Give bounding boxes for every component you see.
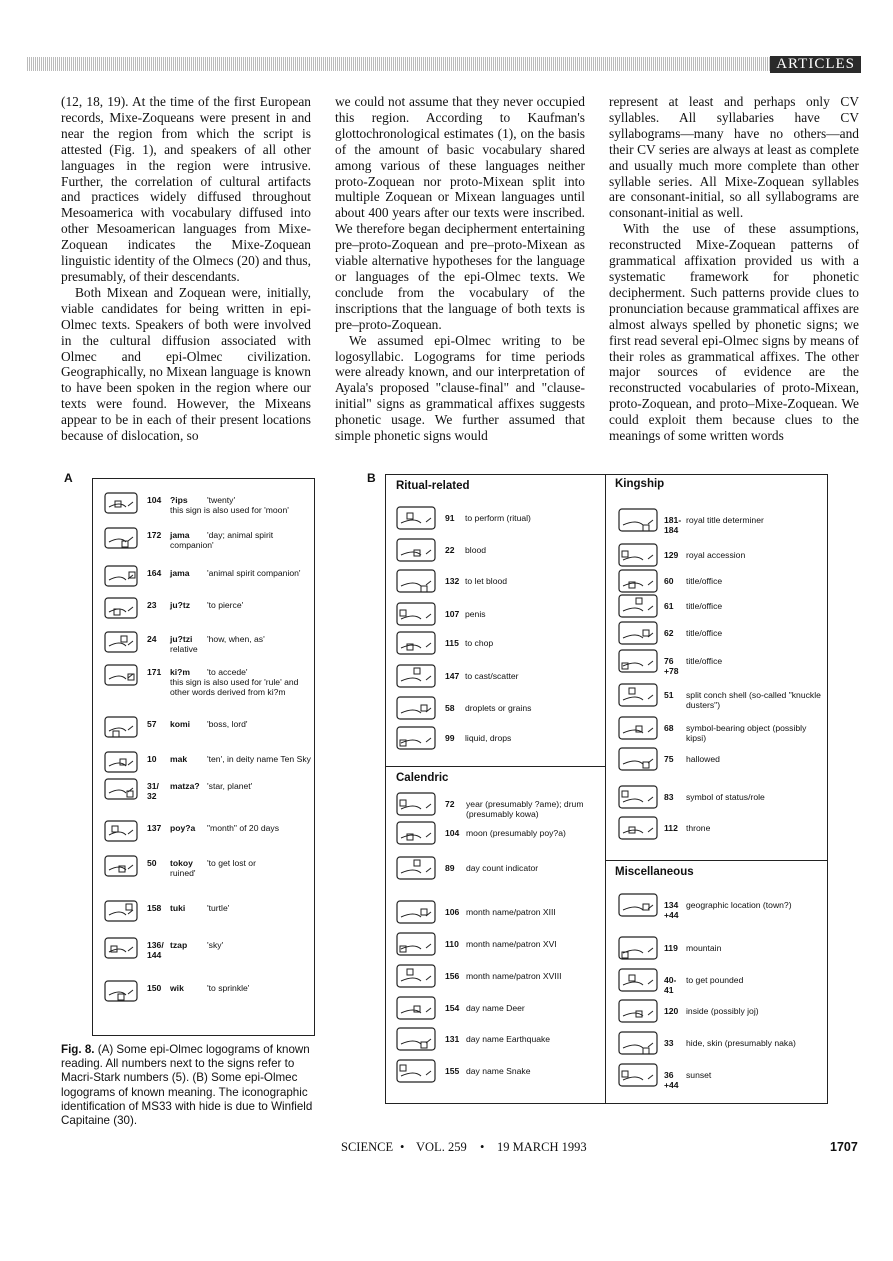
sign-gloss: 'to sprinkle' (207, 983, 250, 993)
glyph-icon (396, 505, 436, 531)
sign-number: 115 (445, 638, 459, 648)
sign-gloss: mountain (686, 943, 722, 953)
sign-reading: wik (170, 983, 184, 993)
kingship-heading: Kingship (615, 478, 665, 490)
glyph-icon (396, 695, 436, 721)
sign-number: 75 (664, 754, 674, 764)
sign-gloss: penis (465, 609, 486, 619)
paragraph: Both Mixean and Zoquean were, initially, viable candidates for being written in epi-Olmec texts. Speakers of both were involved in the cultural diffusion associated with Olmec and epi-Olmec civilization. Geographically, no Mixean language is known to have been spoken in the region where our texts were found. However, the Mixeans appear to be in each of their present locations because of dislocation, so (61, 284, 311, 444)
glyph-icon (396, 725, 436, 751)
glyph-icon (618, 682, 658, 708)
sign-gloss: day name Snake (466, 1066, 531, 1076)
glyph-icon (396, 601, 436, 627)
panel-b-divider (605, 474, 606, 1103)
sign-gloss: 'ten', in deity name Ten Sky (207, 754, 311, 764)
sign-number: 51 (664, 690, 674, 700)
glyph-icon (104, 899, 138, 923)
glyph-icon (396, 855, 436, 881)
sign-gloss: month name/patron XVI (466, 939, 557, 949)
sign-gloss: 'to accede' (207, 667, 248, 677)
sign-number: 23 (147, 600, 157, 610)
sign-reading: ju?tzi (170, 634, 193, 644)
glyph-icon (104, 854, 138, 878)
sign-number: 91 (445, 513, 455, 523)
glyph-icon (618, 620, 658, 646)
sign-gloss: sunset (686, 1070, 712, 1080)
sign-reading: komi (170, 719, 191, 729)
calendric-divider (385, 766, 606, 767)
misc-divider (605, 860, 827, 861)
sign-number: 164 (147, 568, 162, 578)
sign-gloss: moon (presumably poy?a) (466, 828, 566, 838)
sign-gloss: inside (possibly joj) (686, 1006, 759, 1016)
glyph-icon (104, 936, 138, 960)
glyph-icon (104, 750, 138, 774)
glyph-icon (618, 715, 658, 741)
header-band (27, 57, 861, 71)
sign-gloss: to chop (465, 638, 494, 648)
glyph-icon (104, 819, 138, 843)
sign-number: 131 (445, 1034, 460, 1044)
sign-number: 10 (147, 754, 157, 764)
paragraph: we could not assume that they never occupied this region. According to Kaufman's glottochronological estimates (1), on the basis of the amount of basic vocabulary shared among various of these languages neither proto-Zoquean nor proto-Mixean split into multiple Zoquean or Mixean languages until about 400 years after our texts were inscribed. We therefore began decipherment entertaining pre–proto-Zoquean and pre–proto-Mixean as viable alternative hypotheses for the language or languages of the epi-Olmec texts. We conclude from the vocabulary of the inscriptions that the language of both texts is pre–proto-Zoquean. (335, 94, 585, 332)
glyph-icon (396, 1058, 436, 1084)
sign-number: 150 (147, 983, 162, 993)
sign-number: 89 (445, 863, 455, 873)
glyph-icon (618, 998, 658, 1024)
sign-number: 110 (445, 939, 459, 949)
glyph-icon (618, 935, 658, 961)
sign-number: 155 (445, 1066, 460, 1076)
glyph-icon (618, 648, 658, 674)
sign-number: 171 (147, 667, 162, 677)
glyph-icon (396, 791, 436, 817)
glyph-icon (104, 491, 138, 515)
glyph-icon (104, 596, 138, 620)
sign-gloss: title/office (686, 576, 723, 586)
footer-sep: • (400, 1140, 405, 1154)
sign-gloss: droplets or grains (465, 703, 532, 713)
sign-number: 68 (664, 723, 674, 733)
sign-number: 62 (664, 628, 674, 638)
sign-number: 104 (147, 495, 162, 505)
sign-number: 112 (664, 823, 678, 833)
sign-gloss: title/office (686, 656, 723, 666)
sign-gloss: title/office (686, 601, 723, 611)
glyph-icon (618, 784, 658, 810)
sign-note: this sign is also used for 'moon' (170, 505, 289, 515)
glyph-icon (618, 892, 658, 918)
sign-gloss: month name/patron XVIII (466, 971, 562, 981)
sign-gloss: day name Earthquake (466, 1034, 551, 1044)
glyph-icon (618, 568, 658, 594)
text-column-3 (609, 94, 859, 444)
calendric-heading: Calendric (396, 772, 449, 784)
sign-number: 107 (445, 609, 460, 619)
sign-gloss: 'twenty' (207, 495, 236, 505)
sign-number: 58 (445, 703, 455, 713)
sign-gloss: hide, skin (presumably naka) (686, 1038, 796, 1048)
sign-note: companion' (170, 540, 214, 550)
sign-reading: poy?a (170, 823, 196, 833)
sign-number: 61 (664, 601, 674, 611)
glyph-icon (104, 979, 138, 1003)
glyph-icon (396, 995, 436, 1021)
glyph-icon (396, 899, 436, 925)
sign-number: 120 (664, 1006, 679, 1016)
glyph-icon (396, 1026, 436, 1052)
sign-number: 154 (445, 1003, 460, 1013)
glyph-icon (396, 931, 436, 957)
sign-number: 134 +44 (664, 900, 679, 920)
glyph-icon (396, 630, 436, 656)
panel-b-label: B (367, 471, 376, 485)
sign-gloss: to cast/scatter (465, 671, 519, 681)
glyph-icon (618, 967, 658, 993)
sign-gloss: symbol-bearing object (possibly kipsi) (686, 723, 807, 743)
sign-gloss: title/office (686, 628, 723, 638)
ritual-heading: Ritual-related (396, 480, 470, 492)
sign-number: 136/ 144 (147, 940, 164, 960)
section-tag: ARTICLES (770, 56, 861, 73)
sign-reading: jama (170, 530, 190, 540)
sign-number: 36 +44 (664, 1070, 679, 1090)
glyph-icon (104, 630, 138, 654)
glyph-icon (396, 537, 436, 563)
footer-volume: VOL. 259 (416, 1140, 467, 1154)
sign-gloss: 'day; animal spirit (207, 530, 274, 540)
glyph-icon (618, 1030, 658, 1056)
sign-number: 106 (445, 907, 460, 917)
sign-number: 22 (445, 545, 455, 555)
sign-gloss: split conch shell (so-called "knuckle dusters") (686, 690, 821, 710)
glyph-icon (618, 542, 658, 568)
caption-text: (A) Some epi-Olmec logograms of known reading. All numbers next to the signs refer to Macri-Stark numbers (5). (B) Some epi-Olmec logograms of known meaning. The iconographic identification of MS33 with hide is due to Winfield Capitaine (30). (61, 1043, 313, 1128)
text-column-2 (335, 94, 585, 444)
sign-number: 158 (147, 903, 162, 913)
sign-gloss: 'star, planet' (207, 781, 253, 791)
glyph-icon (618, 1062, 658, 1088)
sign-gloss: blood (465, 545, 487, 555)
glyph-icon (396, 663, 436, 689)
glyph-icon (104, 777, 138, 801)
paragraph: We assumed epi-Olmec writing to be logosyllabic. Logograms for time periods were already known, and our interpretation of Ayala's proposed "clause-final" and "clause-initial" signs as grammatical affixes suggests phonetic usage. We further assumed that simple phonetic signs would (335, 332, 585, 444)
glyph-icon (618, 593, 658, 619)
sign-gloss: 'how, when, as' (207, 634, 265, 644)
sign-gloss: geographic location (town?) (686, 900, 792, 910)
sign-gloss: 'to pierce' (207, 600, 244, 610)
sign-reading: jama (170, 568, 190, 578)
sign-gloss: 'to get lost or (207, 858, 256, 868)
paragraph: (12, 18, 19). At the time of the first European records, Mixe-Zoqueans were present in and near the region from which the script is attested (Fig. 1), and speakers of all other languages in the region were intrusive. Further, the correlation of cultural artifacts and practices widely diffused throughout Mesoamerica with vocabulary diffused into other Mesoamerican languages from Mixe-Zoquean indicates the Mixe-Zoquean linguistic identity of the Olmecs (20) and thus, presumably, of their descendants. (61, 94, 311, 284)
sign-gloss: 'boss, lord' (207, 719, 248, 729)
sign-gloss: to perform (ritual) (465, 513, 531, 523)
sign-number: 72 (445, 799, 455, 809)
sign-gloss: month name/patron XIII (466, 907, 556, 917)
panel-a-label: A (64, 471, 73, 485)
sign-reading: tuki (170, 903, 186, 913)
glyph-icon (104, 715, 138, 739)
sign-gloss: hallowed (686, 754, 720, 764)
sign-number: 156 (445, 971, 460, 981)
sign-number: 57 (147, 719, 157, 729)
sign-reading: ?ips (170, 495, 188, 505)
sign-number: 119 (664, 943, 678, 953)
text-column-1 (61, 94, 311, 444)
sign-gloss: royal accession (686, 550, 746, 560)
sign-note: ruined' (170, 868, 196, 878)
sign-number: 137 (147, 823, 162, 833)
sign-number: 24 (147, 634, 157, 644)
sign-number: 181- 184 (664, 515, 682, 535)
sign-gloss: year (presumably ?ame); drum (presumably kowa) (466, 799, 584, 819)
glyph-icon (618, 507, 658, 533)
sign-reading: tokoy (170, 858, 193, 868)
sign-reading: mak (170, 754, 188, 764)
sign-reading: matza? (170, 781, 200, 791)
sign-number: 104 (445, 828, 460, 838)
sign-number: 132 (445, 576, 460, 586)
glyph-icon (618, 815, 658, 841)
glyph-icon (396, 568, 436, 594)
sign-number: 60 (664, 576, 674, 586)
figure-caption (61, 1043, 316, 1128)
sign-gloss: day name Deer (466, 1003, 525, 1013)
sign-gloss: royal title determiner (686, 515, 764, 525)
sign-reading: ki?m (170, 667, 191, 677)
sign-gloss: to let blood (465, 576, 508, 586)
footer-date: 19 MARCH 1993 (497, 1140, 587, 1154)
sign-gloss: day count indicator (466, 863, 539, 873)
sign-number: 31/ 32 (147, 781, 159, 801)
sign-number: 172 (147, 530, 162, 540)
sign-gloss: 'sky' (207, 940, 224, 950)
glyph-icon (396, 963, 436, 989)
sign-number: 40- 41 (664, 975, 677, 995)
glyph-icon (104, 663, 138, 687)
sign-gloss: 'animal spirit companion' (207, 568, 301, 578)
sign-gloss: 'turtle' (207, 903, 230, 913)
sign-reading: ju?tz (170, 600, 191, 610)
sign-gloss: throne (686, 823, 711, 833)
sign-number: 129 (664, 550, 679, 560)
sign-gloss: liquid, drops (465, 733, 512, 743)
sign-gloss: to get pounded (686, 975, 744, 985)
glyph-icon (618, 746, 658, 772)
sign-number: 83 (664, 792, 674, 802)
sign-gloss: "month" of 20 days (207, 823, 280, 833)
glyph-icon (104, 564, 138, 588)
sign-number: 147 (445, 671, 460, 681)
sign-reading: tzap (170, 940, 188, 950)
sign-number: 76 +78 (664, 656, 679, 676)
caption-label: Fig. 8. (61, 1043, 95, 1056)
misc-heading: Miscellaneous (615, 866, 694, 878)
sign-note: this sign is also used for 'rule' and other words derived from ki?m (170, 677, 299, 697)
page-number: 1707 (830, 1140, 858, 1154)
footer-sep: • (480, 1140, 485, 1154)
sign-note: relative (170, 644, 198, 654)
paragraph: represent at least and perhaps only CV syllables. All syllabaries have CV syllabograms—many have no others—and their CV series are always at least as complete and usually much more complete than other syllable series. All Mixe-Zoquean syllables are consonant-initial, so all syllabograms are consonant-initial as well. (609, 94, 859, 221)
sign-gloss: symbol of status/role (686, 792, 765, 802)
sign-number: 99 (445, 733, 455, 743)
footer-journal: SCIENCE (341, 1140, 394, 1154)
sign-number: 50 (147, 858, 157, 868)
glyph-icon (104, 526, 138, 550)
paragraph: With the use of these assumptions, reconstructed Mixe-Zoquean patterns of grammatical affixation provided us with a systematic framework for phonetic decipherment. Such patterns provide clues to pronunciation because grammatical affixes are almost always spelled by phonetic signs; we first read several epi-Olmec signs by means of their roles as grammatical affixes. The other major sources of evidence are the reconstructed vocabularies of proto-Mixean, proto-Zoquean, and proto–Mixe-Zoquean. We could exploit them because clues to the meanings of some written words (609, 221, 859, 444)
glyph-icon (396, 820, 436, 846)
sign-number: 33 (664, 1038, 674, 1048)
